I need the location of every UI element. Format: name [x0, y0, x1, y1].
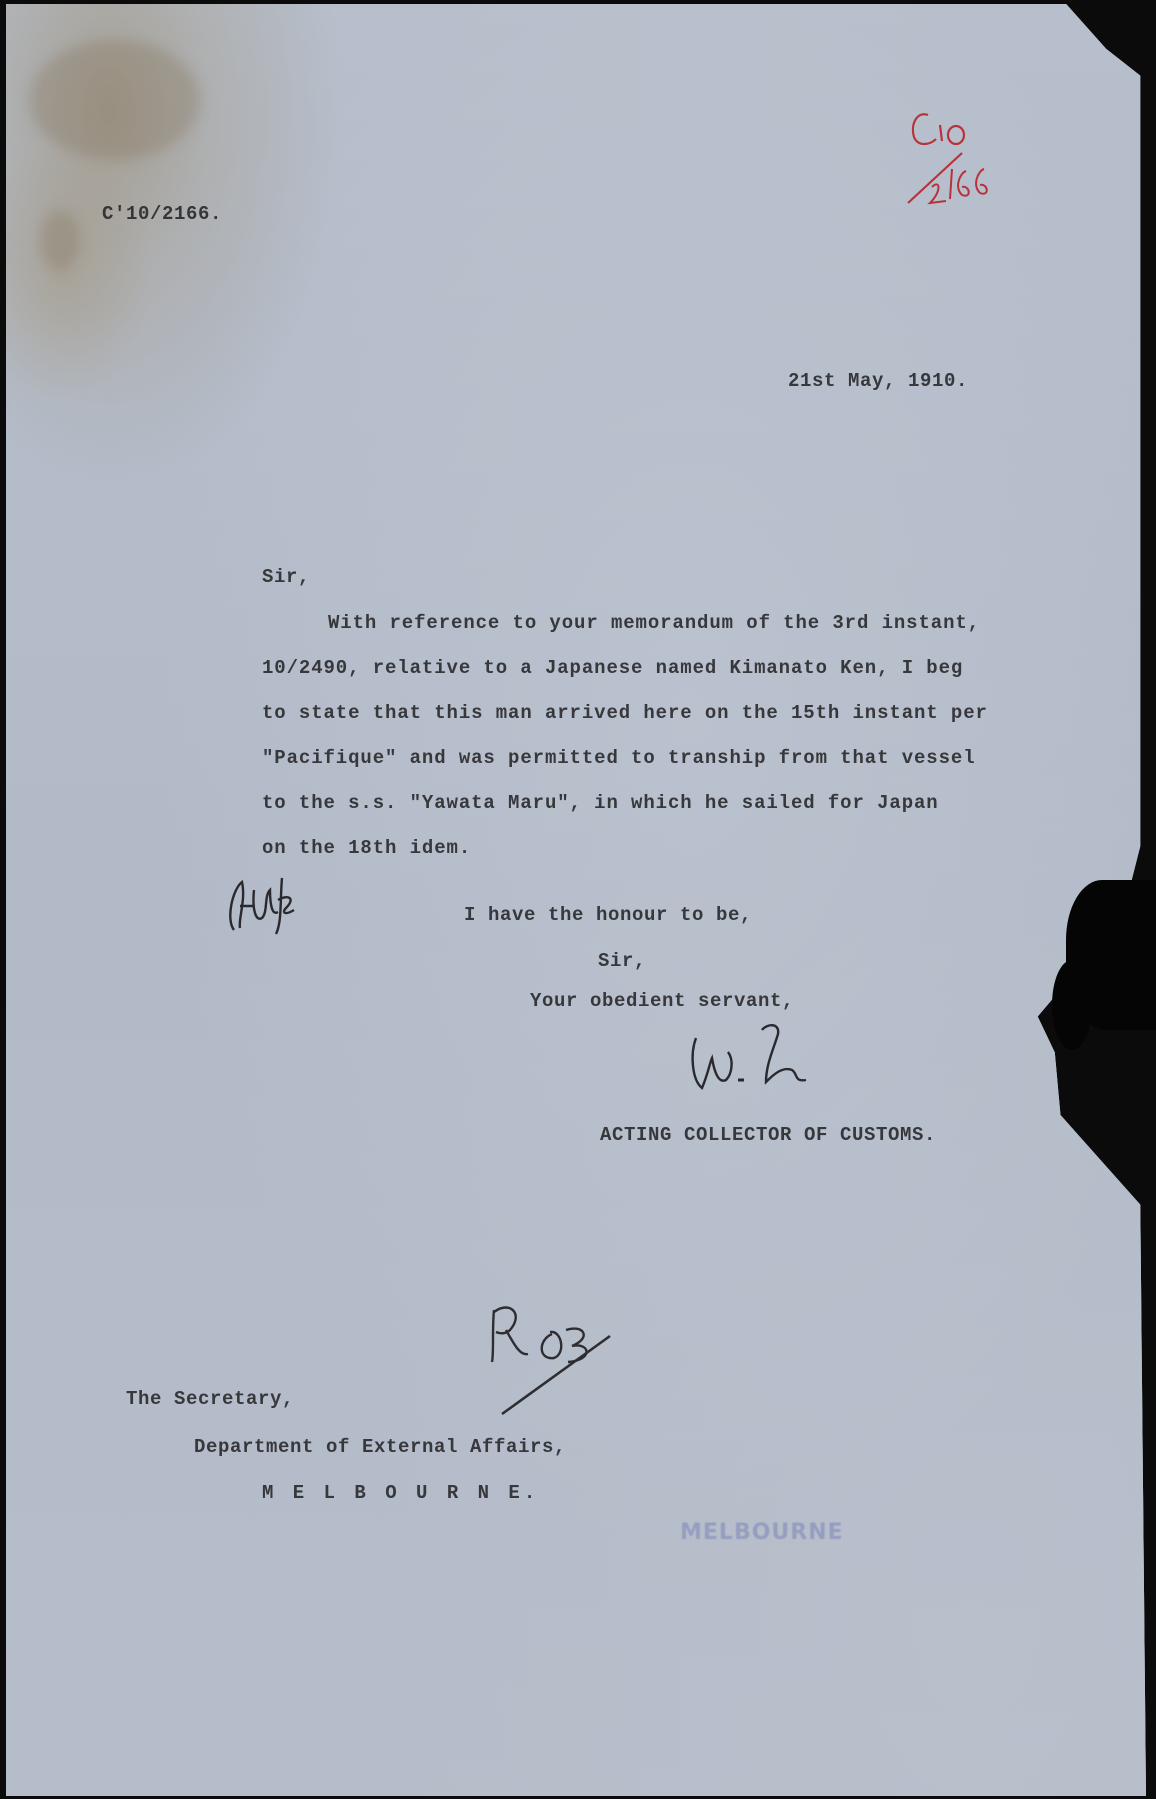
initials-margin-annotation	[224, 860, 314, 940]
letter-date: 21st May, 1910.	[788, 370, 969, 392]
marginal-reference-annotation	[900, 95, 1020, 225]
file-reference: C'10/2166.	[102, 203, 223, 225]
signature	[682, 1018, 822, 1098]
addressee-line-2: Department of External Affairs,	[194, 1436, 567, 1458]
body-line: on the 18th idem.	[262, 837, 472, 859]
body-line: to state that this man arrived here on the 15th instant per	[262, 702, 988, 724]
closing-line-3: Your obedient servant,	[530, 990, 795, 1012]
paper-stain	[40, 210, 80, 270]
addressee-line-1: The Secretary,	[126, 1388, 295, 1410]
body-line: to the s.s. "Yawata Maru", in which he sailed for Japan	[262, 792, 939, 814]
addressee-line-3: M E L B O U R N E.	[262, 1482, 540, 1504]
document-sheet	[6, 4, 1146, 1796]
initials-annotation	[480, 1290, 620, 1430]
body-line: 10/2490, relative to a Japanese named Kimanato Ken, I beg	[262, 657, 964, 679]
closing-line-2: Sir,	[598, 950, 647, 972]
paper-stain	[30, 40, 200, 160]
paper-tear	[1052, 960, 1092, 1050]
received-stamp: MELBOURNE	[680, 1520, 844, 1545]
signatory-title: ACTING COLLECTOR OF CUSTOMS.	[600, 1124, 937, 1146]
closing-line-1: I have the honour to be,	[464, 904, 753, 926]
body-line: "Pacifique" and was permitted to tranship from that vessel	[262, 747, 976, 769]
body-line: With reference to your memorandum of the 3rd instant,	[328, 612, 980, 634]
salutation: Sir,	[262, 566, 311, 588]
